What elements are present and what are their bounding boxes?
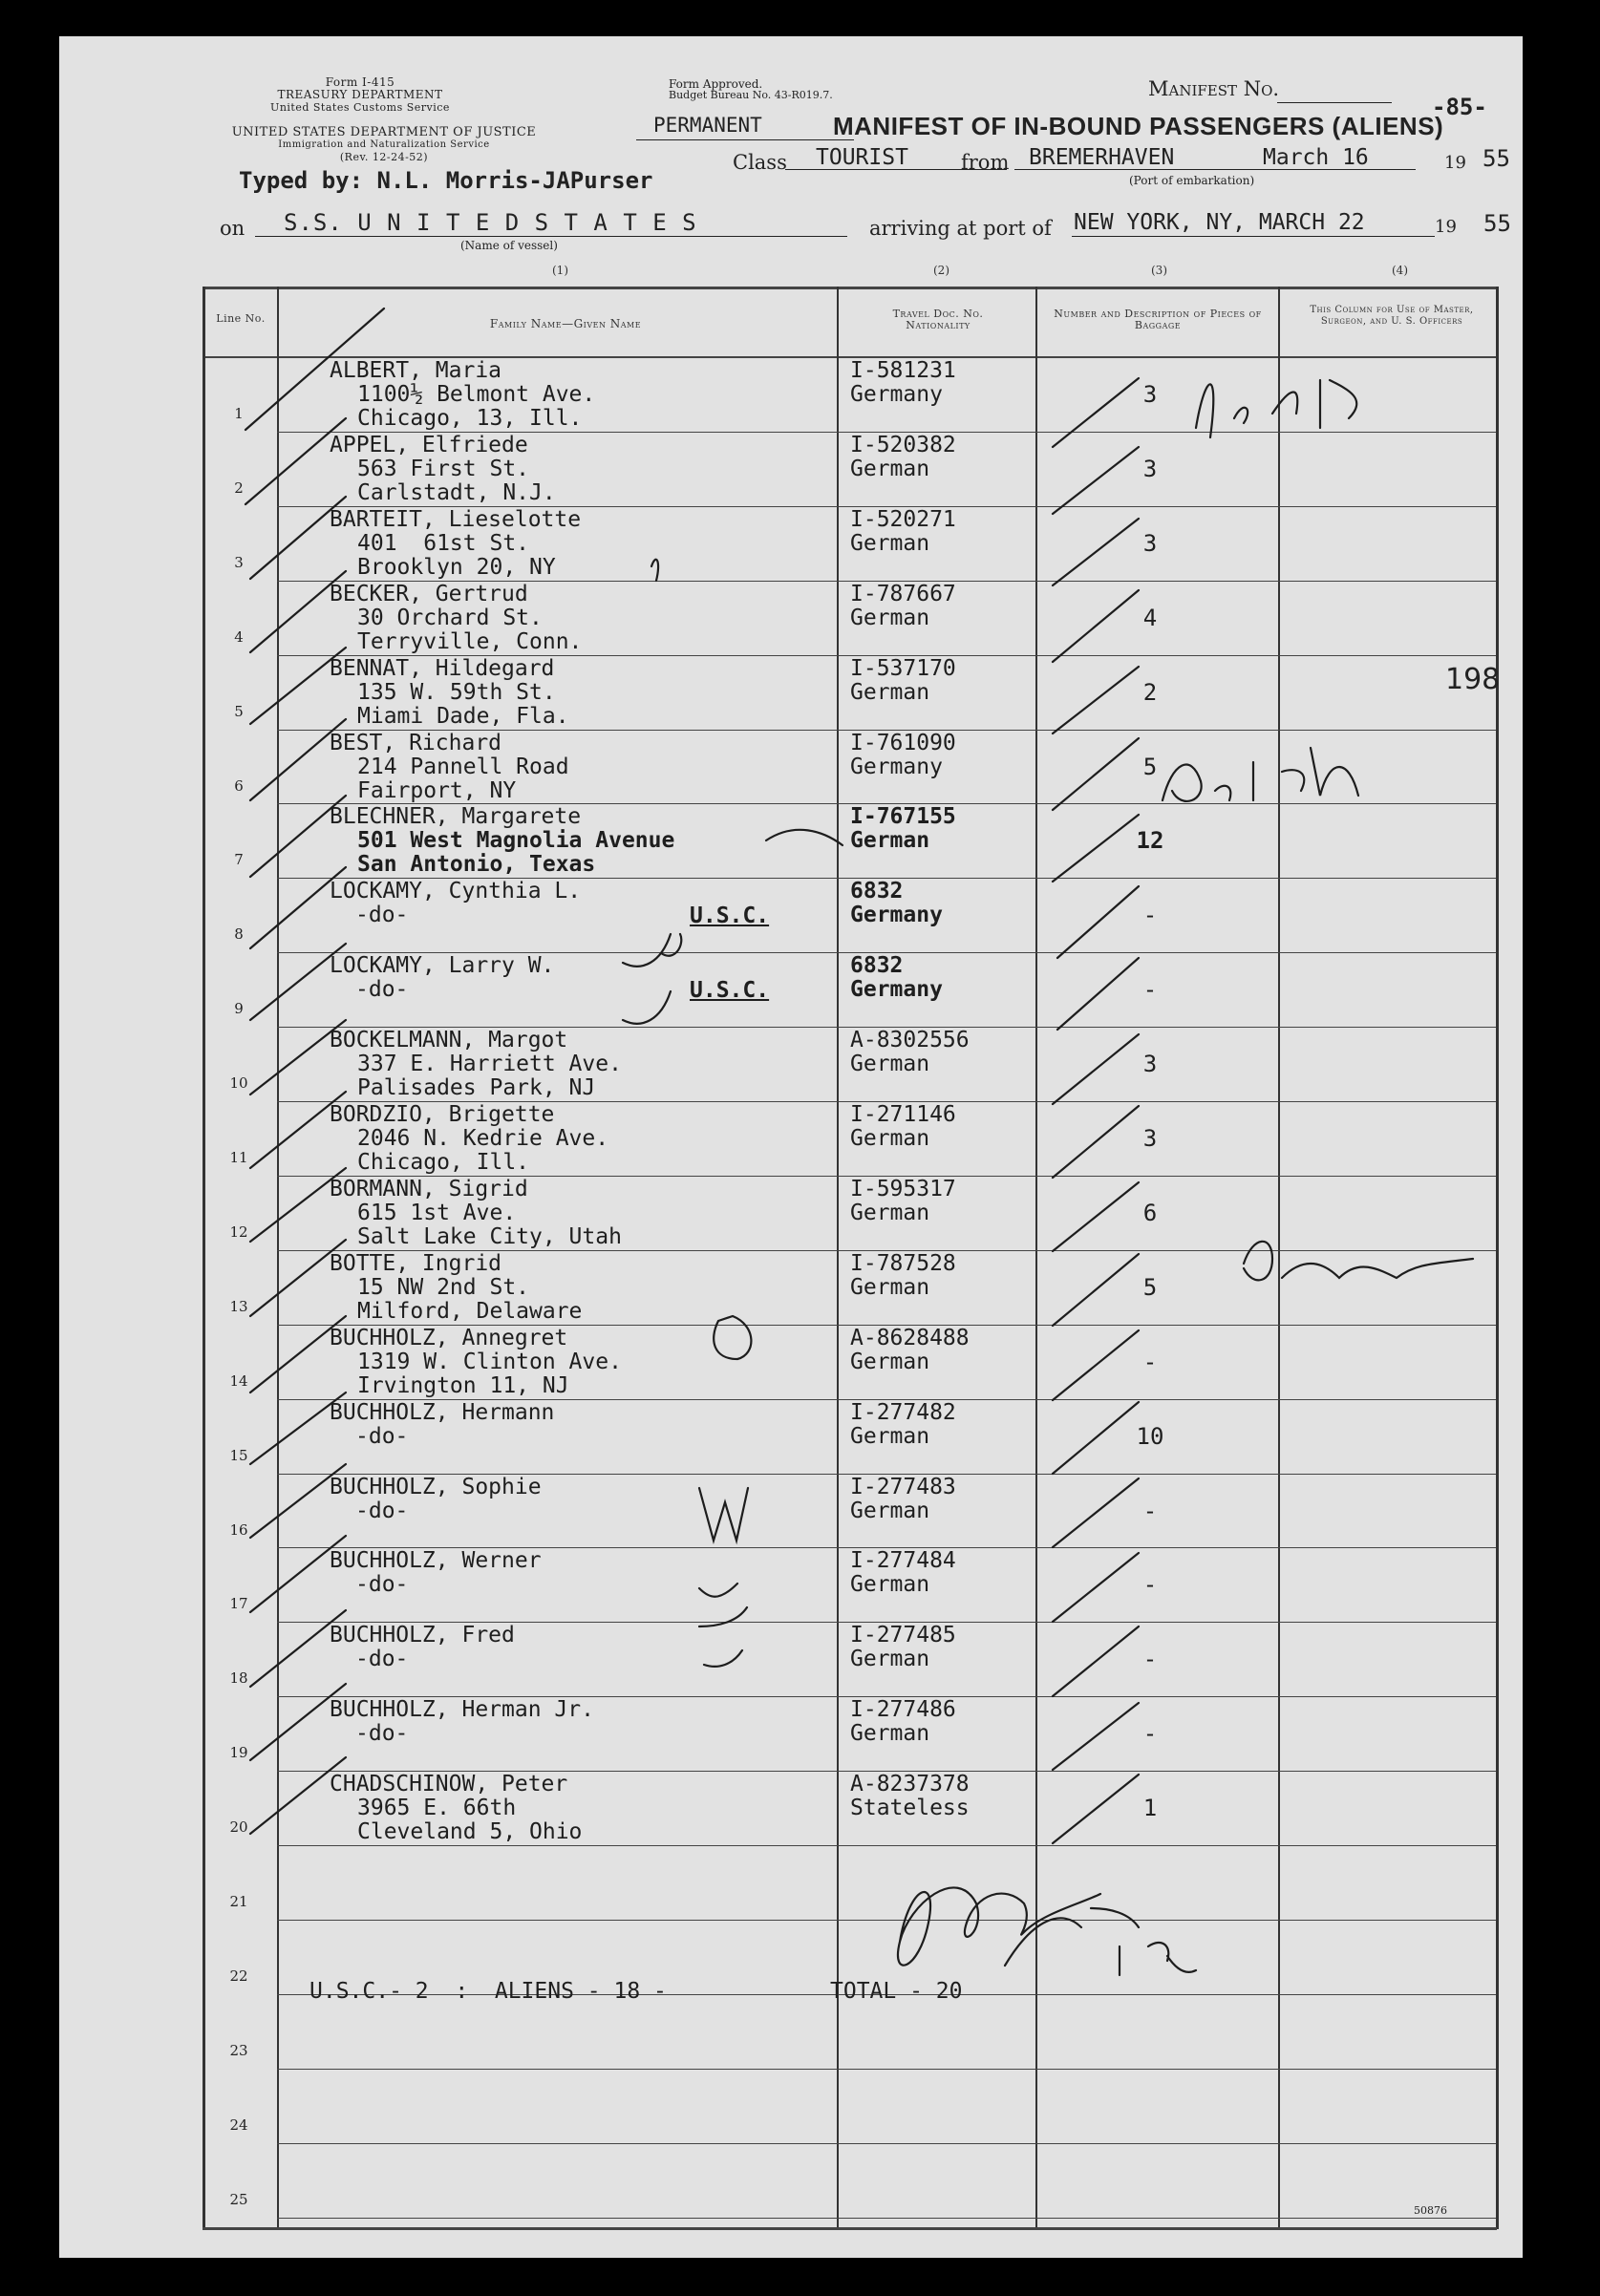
- passenger-address-1: 337 E. Harriett Ave.: [357, 1052, 622, 1077]
- passenger-name: BENNAT, Hildegard: [330, 655, 555, 681]
- passenger-address-1: -do-: [355, 903, 409, 928]
- travel-doc-number: I-595317: [850, 1176, 956, 1201]
- row-number: 8: [234, 925, 244, 944]
- check-mark: [250, 1610, 346, 1687]
- nationality: German: [850, 679, 930, 705]
- nationality: Germany: [850, 977, 943, 1003]
- travel-doc-number: A-8628488: [850, 1325, 970, 1350]
- passenger-address-2: Chicago, Ill.: [357, 1150, 530, 1175]
- nationality: German: [850, 1200, 930, 1225]
- passenger-address-2: Palisades Park, NJ: [357, 1075, 596, 1101]
- row-number: 3: [234, 553, 244, 571]
- arr-year-prefix: 19: [1435, 217, 1457, 237]
- travel-doc-number: 6832: [850, 879, 904, 904]
- passenger-address-1: 214 Pannell Road: [357, 754, 569, 779]
- passenger-address-1: 2046 N. Kedrie Ave.: [357, 1126, 609, 1151]
- passenger-address-2: Terryville, Conn.: [357, 628, 583, 654]
- col-number-1: (1): [552, 264, 568, 277]
- header-travel-doc: Travel Doc. No. Nationality: [892, 308, 984, 331]
- nationality: German: [850, 1721, 930, 1747]
- passenger-address-1: -do-: [355, 977, 409, 1003]
- row-number: 20: [229, 1818, 248, 1837]
- class-label: Class: [733, 151, 787, 174]
- row-number: 11: [229, 1149, 248, 1166]
- travel-doc-number: 6832: [850, 953, 904, 979]
- baggage-count: 1: [1142, 1795, 1158, 1822]
- col-number-3: (3): [1151, 264, 1167, 277]
- scrawl: [714, 1316, 751, 1359]
- scrawl: [699, 1584, 747, 1667]
- baggage-count: 3: [1142, 1125, 1158, 1152]
- passenger-name: BUCHHOLZ, Herman Jr.: [330, 1697, 594, 1723]
- citizenship-mark: U.S.C.: [690, 978, 770, 1004]
- passenger-address-1: -do-: [355, 1498, 409, 1523]
- travel-doc-number: I-761090: [850, 730, 956, 755]
- citizenship-mark: U.S.C.: [690, 904, 770, 929]
- check-mark: [250, 1092, 346, 1168]
- travel-doc-number: I-277485: [850, 1623, 956, 1648]
- passenger-name: BUCHHOLZ, Annegret: [330, 1325, 568, 1350]
- row-number: 4: [234, 627, 244, 646]
- nationality: German: [850, 1052, 930, 1077]
- scrawl: [1244, 1242, 1473, 1281]
- passenger-name: CHADSCHINOW, Peter: [330, 1772, 568, 1797]
- arr-year-value: 55: [1483, 210, 1511, 237]
- check-mark: [250, 1536, 346, 1612]
- vessel-caption: (Name of vessel): [460, 239, 558, 252]
- check-mark: [250, 1684, 346, 1760]
- check-mark: [250, 1757, 346, 1834]
- check-mark: [250, 1392, 346, 1464]
- check-mark: [250, 571, 346, 652]
- nationality: German: [850, 1349, 930, 1374]
- passenger-address-1: 501 West Magnolia Avenue: [357, 828, 675, 854]
- officer-stamp-number: 198: [1445, 663, 1501, 696]
- scrawl: [1163, 748, 1358, 801]
- row-number: 7: [234, 851, 244, 869]
- passenger-address-1: -do-: [355, 1572, 409, 1598]
- passenger-address-1: 135 W. 59th St.: [357, 679, 556, 705]
- check-mark: [245, 418, 346, 504]
- passenger-address-2: Irvington 11, NJ: [357, 1372, 569, 1398]
- passenger-name: BLECHNER, Margarete: [330, 804, 582, 830]
- check-mark: [250, 719, 346, 800]
- nationality: Stateless: [850, 1796, 970, 1821]
- baggage-count: 4: [1142, 604, 1158, 631]
- travel-doc-number: I-277483: [850, 1474, 956, 1499]
- check-mark: [245, 308, 384, 430]
- row-number: 5: [234, 702, 244, 720]
- check-mark: [250, 867, 346, 948]
- row-number: 24: [229, 2115, 248, 2134]
- baggage-count: -: [1142, 1348, 1158, 1375]
- passenger-name: BUCHHOLZ, Sophie: [330, 1474, 542, 1499]
- baggage-count: -: [1142, 1646, 1158, 1673]
- check-mark: [250, 1240, 346, 1316]
- from-value: BREMERHAVEN: [1029, 145, 1175, 170]
- passenger-name: BORDZIO, Brigette: [330, 1102, 555, 1127]
- passenger-address-2: Chicago, 13, Ill.: [357, 406, 583, 431]
- form-revision: (Rev. 12-24-52): [339, 151, 429, 163]
- passenger-address-1: 30 Orchard St.: [357, 605, 543, 630]
- scrawl: [623, 560, 681, 1024]
- row-number: 18: [229, 1669, 248, 1688]
- totals-total: TOTAL - 20: [830, 1979, 963, 2004]
- passenger-address-1: 615 1st Ave.: [357, 1200, 517, 1225]
- check-mark: [250, 1464, 346, 1538]
- header-name: Family Name—Given Name: [489, 317, 642, 330]
- travel-doc-number: I-277482: [850, 1399, 956, 1425]
- header-line-no: Line No.: [216, 312, 266, 325]
- manifest-number: -85-: [1432, 94, 1487, 120]
- vessel-name: S.S. U N I T E D S T A T E S: [284, 209, 697, 236]
- nationality: German: [850, 1498, 930, 1523]
- passenger-name: APPEL, Elfriede: [330, 432, 528, 457]
- travel-doc-number: I-767155: [850, 804, 956, 830]
- header-baggage: Number and Description of Pieces of Baggage: [1054, 308, 1262, 331]
- row-number: 14: [229, 1371, 248, 1390]
- baggage-count: 3: [1142, 529, 1158, 557]
- row-number: 25: [229, 2190, 248, 2208]
- nationality: German: [850, 456, 930, 481]
- footer-form-code: 50876: [1414, 2204, 1447, 2217]
- manifest-title: MANIFEST OF IN-BOUND PASSENGERS (ALIENS): [833, 112, 1444, 140]
- passenger-address-2: San Antonio, Texas: [357, 852, 596, 878]
- passenger-name: BARTEIT, Lieselotte: [330, 506, 582, 532]
- row-number: 17: [229, 1595, 248, 1613]
- nationality: German: [850, 1572, 930, 1598]
- passenger-address-1: 1100½ Belmont Ave.: [357, 382, 596, 407]
- year-prefix: 19: [1444, 153, 1466, 173]
- passenger-name: BORMANN, Sigrid: [330, 1176, 528, 1201]
- passenger-name: BOTTE, Ingrid: [330, 1250, 502, 1276]
- nationality: German: [850, 1647, 930, 1672]
- baggage-count: 5: [1142, 1273, 1158, 1301]
- passenger-name: BEST, Richard: [330, 730, 502, 755]
- row-number: 9: [234, 1000, 244, 1018]
- passenger-name: LOCKAMY, Larry W.: [330, 953, 555, 979]
- nationality: German: [850, 828, 930, 854]
- passenger-address-1: 563 First St.: [357, 456, 530, 481]
- baggage-count: -: [1142, 1720, 1158, 1748]
- baggage-count: 3: [1142, 1051, 1158, 1078]
- baggage-count: -: [1142, 902, 1158, 929]
- travel-doc-number: I-787667: [850, 581, 956, 606]
- row-number: 12: [229, 1222, 248, 1241]
- arriving-value: NEW YORK, NY, MARCH 22: [1074, 210, 1365, 235]
- passenger-address-2: Milford, Delaware: [357, 1298, 583, 1324]
- row-number: 15: [229, 1446, 248, 1464]
- travel-doc-number: I-787528: [850, 1250, 956, 1276]
- baggage-count: 3: [1142, 381, 1158, 408]
- nationality: Germany: [850, 382, 943, 407]
- baggage-count: -: [1142, 1571, 1158, 1599]
- baggage-count: 12: [1136, 827, 1164, 855]
- form-number: Form I-415: [325, 75, 395, 89]
- passenger-address-2: Carlstadt, N.J.: [357, 479, 556, 505]
- nationality: German: [850, 1274, 930, 1300]
- year-value: 55: [1483, 145, 1510, 172]
- check-mark: [250, 1020, 346, 1095]
- check-mark: [250, 497, 346, 579]
- scrawl: [1196, 380, 1356, 437]
- col-number-2: (2): [933, 264, 949, 277]
- passenger-address-2: Brooklyn 20, NY: [357, 554, 556, 580]
- class-value: TOURIST: [816, 145, 908, 170]
- passenger-address-1: 3965 E. 66th: [357, 1796, 517, 1821]
- row-number: 23: [229, 2041, 248, 2059]
- signature: [898, 1887, 1196, 1975]
- baggage-count: 10: [1136, 1422, 1164, 1450]
- nationality: German: [850, 605, 930, 630]
- row-number: 19: [229, 1744, 248, 1762]
- row-number: 2: [234, 478, 244, 497]
- passenger-address-2: Salt Lake City, Utah: [357, 1223, 622, 1249]
- baggage-count: -: [1142, 976, 1158, 1004]
- row-number: 13: [229, 1297, 248, 1315]
- row-number: 21: [229, 1893, 248, 1910]
- passenger-name: BUCHHOLZ, Hermann: [330, 1399, 555, 1425]
- passenger-address-2: Miami Dade, Fla.: [357, 703, 569, 729]
- baggage-count: 5: [1142, 753, 1158, 780]
- nationality: Germany: [850, 754, 943, 779]
- row-number: 1: [234, 405, 244, 422]
- travel-doc-number: I-520271: [850, 506, 956, 532]
- travel-doc-number: I-537170: [850, 655, 956, 681]
- row-number: 16: [229, 1520, 248, 1539]
- passenger-address-2: Fairport, NY: [357, 777, 517, 803]
- typed-by: Typed by: N.L. Morris-JAPurser: [239, 167, 653, 194]
- passenger-name: ALBERT, Maria: [330, 358, 502, 383]
- check-mark: [250, 944, 346, 1020]
- manifest-no-label: Manifest No.: [1148, 77, 1280, 100]
- passenger-address-1: 1319 W. Clinton Ave.: [357, 1349, 622, 1374]
- passenger-name: BECKER, Gertrud: [330, 581, 528, 606]
- travel-doc-number: A-8302556: [850, 1028, 970, 1053]
- nationality: German: [850, 1423, 930, 1449]
- passenger-address-1: 15 NW 2nd St.: [357, 1274, 530, 1300]
- travel-doc-number: A-8237378: [850, 1772, 970, 1797]
- arriving-label: arriving at port of: [869, 217, 1052, 240]
- passenger-name: BUCHHOLZ, Fred: [330, 1623, 515, 1648]
- travel-doc-number: I-520382: [850, 432, 956, 457]
- passenger-address-1: -do-: [355, 1423, 409, 1449]
- passenger-name: LOCKAMY, Cynthia L.: [330, 879, 582, 904]
- row-number: 22: [229, 1966, 248, 1985]
- passenger-address-1: -do-: [355, 1721, 409, 1747]
- travel-doc-number: I-581231: [850, 358, 956, 383]
- row-number: 10: [229, 1074, 248, 1093]
- on-label: on: [220, 217, 245, 240]
- dept-justice: UNITED STATES DEPARTMENT OF JUSTICE: [231, 125, 537, 139]
- baggage-count: -: [1142, 1497, 1158, 1524]
- baggage-count: 2: [1142, 678, 1158, 706]
- dept-customs: United States Customs Service: [270, 101, 450, 114]
- check-mark: [250, 1168, 346, 1242]
- travel-doc-number: I-271146: [850, 1102, 956, 1127]
- passenger-address-1: -do-: [355, 1647, 409, 1672]
- manifest-page: [59, 36, 1523, 2258]
- travel-doc-number: I-277484: [850, 1548, 956, 1574]
- from-label: from: [961, 151, 1010, 174]
- header-officers: This Column for Use of Master, Surgeon, and U. S. Officers: [1310, 305, 1474, 327]
- passenger-name: BOCKELMANN, Margot: [330, 1028, 568, 1053]
- nationality: German: [850, 530, 930, 556]
- dept-ins: Immigration and Naturalization Service: [278, 139, 490, 150]
- dept-treasury: TREASURY DEPARTMENT: [277, 88, 443, 101]
- baggage-count: 3: [1142, 455, 1158, 482]
- form-approved: Form Approved. Budget Bureau No. 43-R019.7.: [669, 77, 833, 101]
- check-mark: [250, 1316, 346, 1392]
- baggage-count: 6: [1142, 1199, 1158, 1226]
- port-embarkation-caption: (Port of embarkation): [1129, 174, 1255, 187]
- handwritten-annotations: [59, 36, 1523, 2258]
- passenger-address-2: Cleveland 5, Ohio: [357, 1819, 583, 1845]
- col-number-4: (4): [1392, 264, 1408, 277]
- sailing-date: March 16: [1263, 145, 1369, 170]
- totals-summary: U.S.C.- 2 : ALIENS - 18 -: [309, 1979, 667, 2004]
- scrawl: [699, 1488, 748, 1541]
- check-mark: [250, 796, 346, 877]
- travel-doc-number: I-277486: [850, 1697, 956, 1723]
- nationality: Germany: [850, 903, 943, 928]
- nationality: German: [850, 1126, 930, 1151]
- row-number: 6: [234, 776, 244, 795]
- passenger-name: BUCHHOLZ, Werner: [330, 1548, 542, 1574]
- passenger-address-1: 401 61st St.: [357, 530, 530, 556]
- manifest-type: PERMANENT: [653, 114, 762, 137]
- check-mark: [250, 648, 346, 724]
